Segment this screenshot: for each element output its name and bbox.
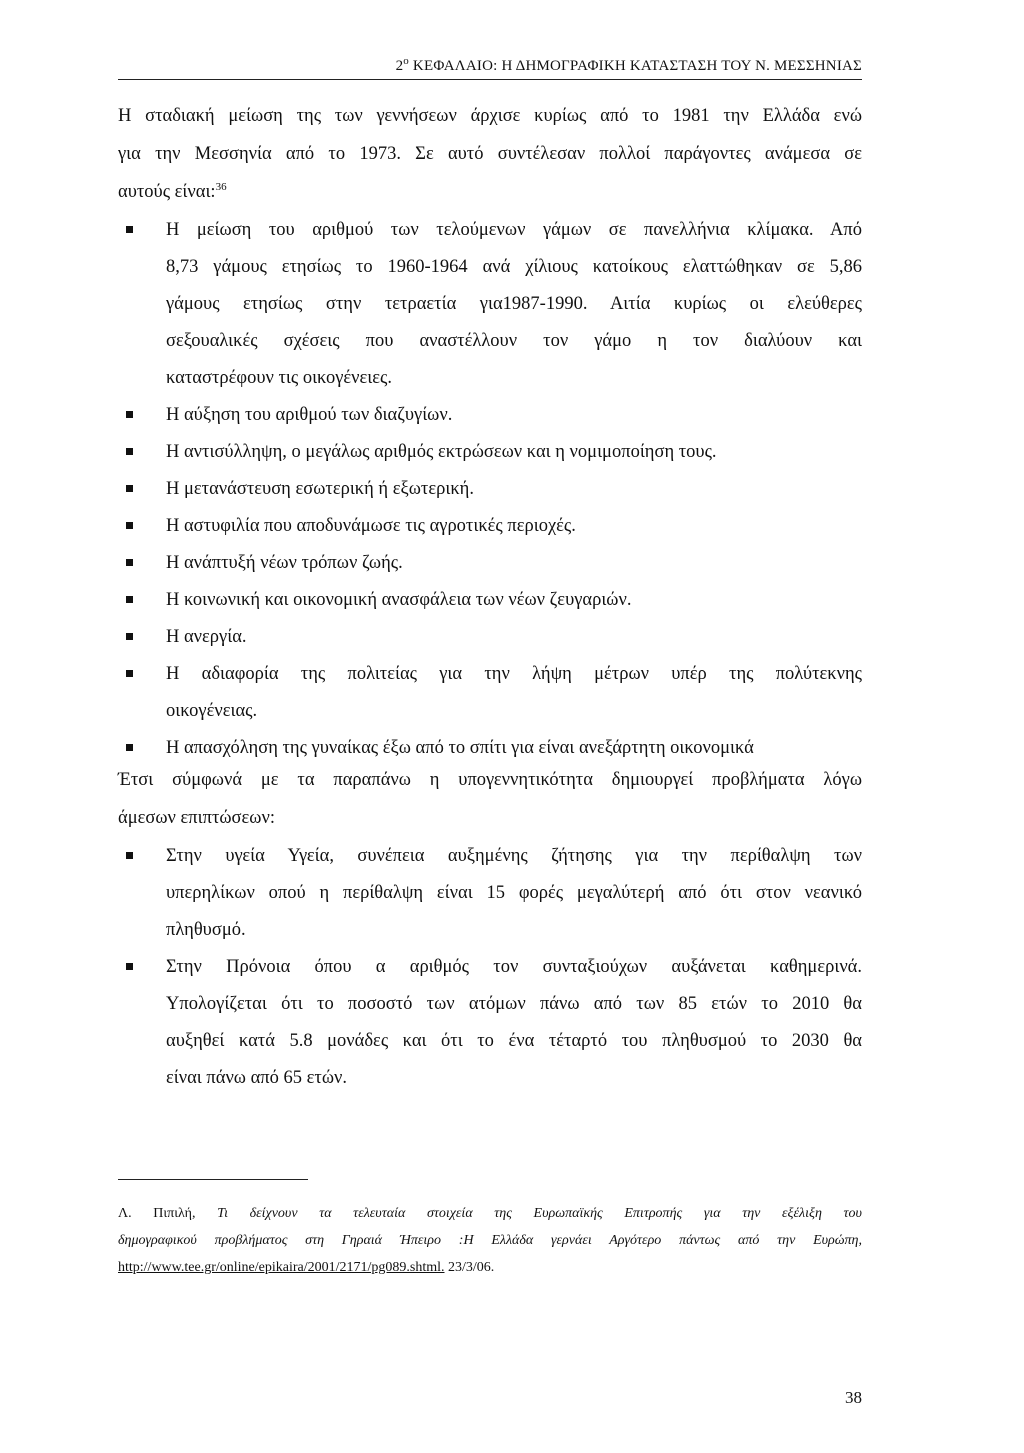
header-rule [118, 79, 862, 80]
page-number: 38 [845, 1388, 862, 1407]
bullet-icon [126, 852, 133, 859]
list-item: Η απασχόληση της γυναίκας έξω από το σπίτι για είναι ανεξάρτητη οικονομικά [118, 730, 862, 767]
list-item: Η κοινωνική και οικονομική ανασφάλεια των νέων ζευγαριών. [118, 582, 862, 619]
intro-line: αυτούς είναι:$^{36}$ [118, 180, 227, 202]
chapter-title: ΚΕΦΑΛΑΙΟ: Η ΔΗΜΟΓΡΑΦΙΚΗ ΚΑΤΑΣΤΑΣΗ ΤΟΥ Ν. ΜΕΣΣΗΝΙΑΣ [408, 58, 862, 74]
intro-line: για την Μεσσηνία από το 1973. Σε αυτό συντέλεσαν πολλοί παράγοντες ανάμεσα σε [118, 144, 862, 164]
bullet-icon [126, 411, 133, 418]
list-item: Η ανεργία. [118, 619, 862, 656]
bullet-icon [126, 963, 133, 970]
footnote-line [118, 1200, 862, 1227]
bullet-icon [126, 670, 133, 677]
footnote-line: δημογραφικού προβλήματος στη Γηραιά Ήπειρο :Η Ελλάδα γερνάει Αργότερο πάντως από την Ευρώπη, [118, 1233, 862, 1248]
list-item: Στην Πρόνοια όπου α αριθμός τον συνταξιούχων αυξάνεται καθημερινά. Υπολογίζεται ότι το ποσοστό των ατόμων πάνω από των 85 ετών το 2010 θα αυξηθεί κατά 5.8 μονάδες και ότι το ένα τέταρτό του πληθυσμού το 2030 θα είναι πάνω από 65 ετών. [118, 949, 862, 1097]
chapter-number: 2 [395, 58, 404, 74]
footnote-link[interactable]: http://www.tee.gr/online/epikaira/2001/2171/pg089.shtml. [118, 1260, 445, 1275]
consequences-intro [118, 761, 862, 837]
list-item: Η αδιαφορία της πολιτείας για την λήψη μέτρων υπέρ της πολύτεκνης οικογένειας. [118, 656, 862, 730]
bullet-icon [126, 448, 133, 455]
bullet-icon [126, 226, 133, 233]
footnote-date: 23/3/06. [444, 1260, 495, 1275]
list-item: Η αύξηση του αριθμού των διαζυγίων. [118, 397, 862, 434]
footnote-rule [118, 1179, 308, 1180]
bullet-icon [126, 485, 133, 492]
footnote [118, 1200, 862, 1281]
bullet-icon [126, 522, 133, 529]
bullet-icon [126, 559, 133, 566]
list-item: Στην υγεία Υγεία, συνέπεια αυξημένης ζήτησης για την περίθαλψη των υπερηλίκων οπού η περίθαλψη είναι 15 φορές μεγαλύτερή από ότι στον νεανικό πληθυσμό. [118, 838, 862, 949]
consequences-line: άμεσων επιπτώσεων: [118, 808, 275, 828]
footnote-ref: 36 [215, 180, 227, 193]
list-item: Η μείωση του αριθμού των τελούμενων γάμων σε πανελλήνια κλίμακα. Από 8,73 γάμους ετησίως το 1960-1964 ανά χίλιους κατοίκους ελαττώθηκαν σε 5,86 γάμους ετησίως στην τετραετία για1987-1990. Αιτία κυρίως οι ελεύθερες σεξουαλικές σχέσεις που αναστέλλουν τον γάμο η τον διαλύουν και καταστρέφουν τις οικογένειες. [118, 212, 862, 397]
bullet-icon [126, 744, 133, 751]
chapter-ordinal: ο [403, 55, 409, 67]
intro-paragraph [118, 97, 862, 211]
list-item: Η αστυφιλία που αποδυνάμωσε τις αγροτικές περιοχές. [118, 508, 862, 545]
causes-list [118, 212, 862, 767]
list-item: Η ανάπτυξή νέων τρόπων ζωής. [118, 545, 862, 582]
footnote-author: Λ. Πιπιλή, [118, 1206, 218, 1221]
footnote-title: Τι δείχνουν τα τελευταία στοιχεία της Ευρωπαϊκής Επιτροπής για την εξέλιξη του [217, 1206, 862, 1221]
list-item: Η μετανάστευση εσωτερική ή εξωτερική. [118, 471, 862, 508]
intro-line: Η σταδιακή μείωση της των γεννήσεων άρχισε κυρίως από το 1981 την Ελλάδα ενώ [118, 106, 862, 126]
bullet-icon [126, 633, 133, 640]
footnote-line [118, 1254, 862, 1281]
consequences-line: Έτσι σύμφωνά με τα παραπάνω η υπογεννητικότητα δημιουργεί προβλήματα λόγω [118, 770, 862, 790]
running-header [118, 55, 862, 75]
list-item: Η αντισύλληψη, ο μεγάλως αριθμός εκτρώσεων και η νομιμοποίηση τους. [118, 434, 862, 471]
consequences-list [118, 838, 862, 1097]
bullet-icon [126, 596, 133, 603]
